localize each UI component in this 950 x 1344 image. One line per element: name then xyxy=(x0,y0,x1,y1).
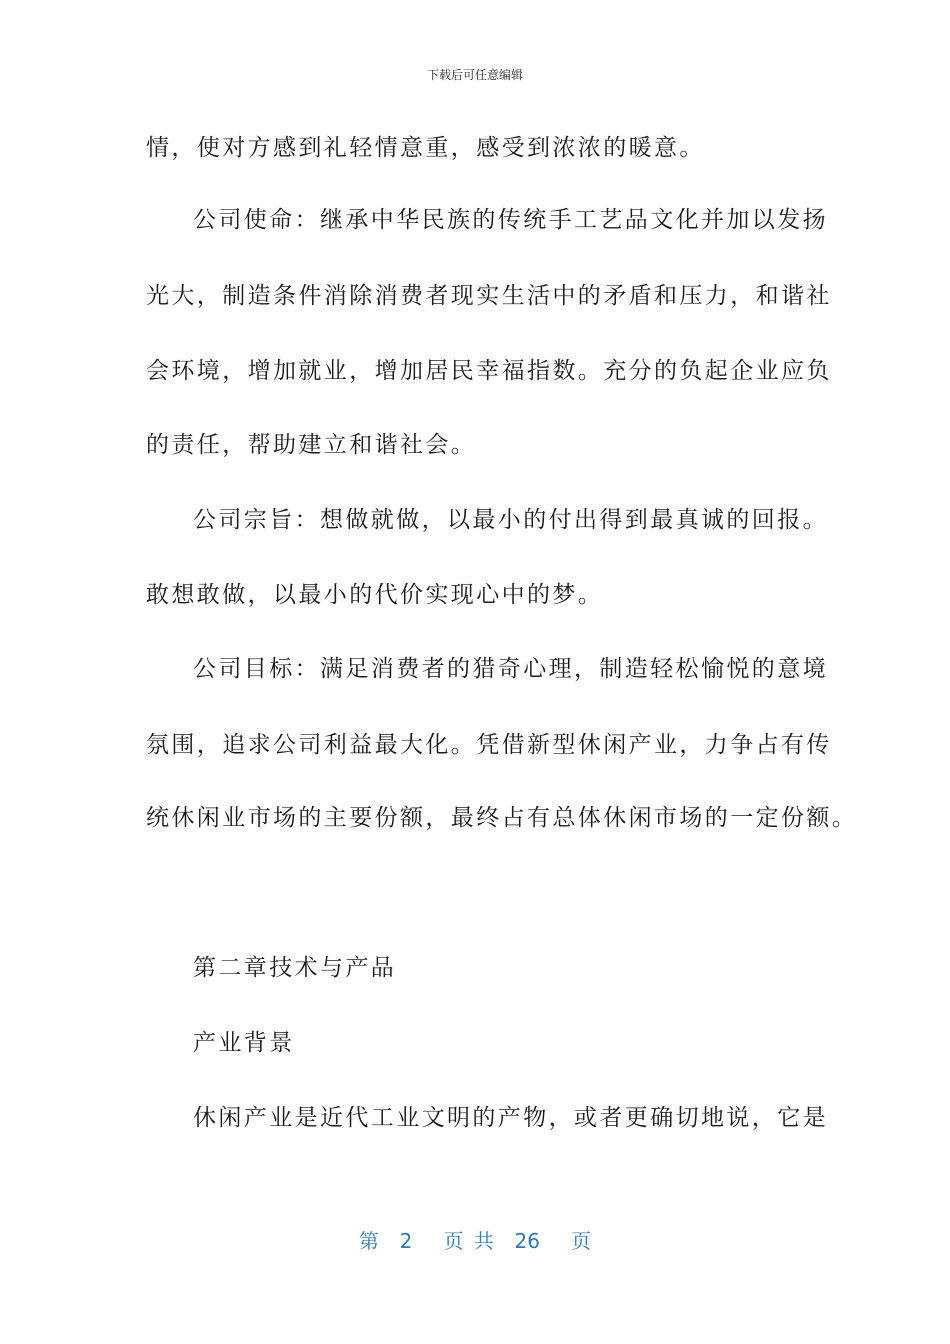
body-line-9: 氛围，追求公司利益最大化。凭借新型休闲产业，力争占有传 xyxy=(146,732,832,758)
page-header-note: 下载后可任意编辑 xyxy=(426,68,523,82)
section-heading: 产业背景 xyxy=(193,1030,295,1056)
body-line-11: 休闲产业是近代工业文明的产物，或者更确切地说，它是 xyxy=(193,1105,828,1131)
body-line-7: 敢想敢做，以最小的代价实现心中的梦。 xyxy=(146,582,604,608)
footer-current-page: 2 xyxy=(399,1229,413,1253)
body-line-8: 公司目标：满足消费者的猎奇心理，制造轻松愉悦的意境 xyxy=(193,656,828,682)
body-line-10: 统休闲业市场的主要份额，最终占有总体休闲市场的一定份额。 xyxy=(146,805,858,831)
body-line-1: 情，使对方感到礼轻情意重，感受到浓浓的暖意。 xyxy=(146,135,705,161)
page-footer xyxy=(0,1225,950,1254)
body-line-2: 公司使命：继承中华民族的传统手工艺品文化并加以发扬 xyxy=(193,207,828,233)
footer-total-pages: 26 xyxy=(514,1229,540,1253)
body-line-4: 会环境，增加就业，增加居民幸福指数。充分的负起企业应负 xyxy=(146,358,832,384)
footer-suffix: 页 xyxy=(571,1229,592,1253)
footer-prefix: 第 xyxy=(358,1229,379,1253)
body-line-6: 公司宗旨：想做就做，以最小的付出得到最真诚的回报。 xyxy=(193,507,828,533)
footer-middle: 页 共 xyxy=(443,1229,494,1253)
body-line-5: 的责任，帮助建立和谐社会。 xyxy=(146,432,477,458)
chapter-heading: 第二章技术与产品 xyxy=(193,955,397,981)
body-line-3: 光大，制造条件消除消费者现实生活中的矛盾和压力，和谐社 xyxy=(146,283,832,309)
